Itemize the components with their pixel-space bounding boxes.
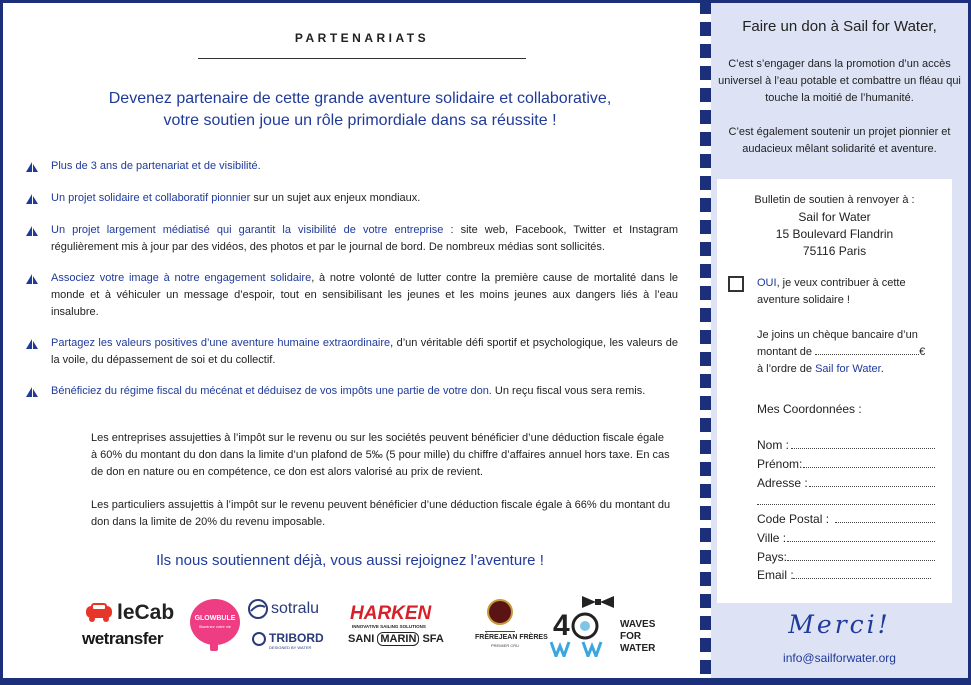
mailing-address	[717, 192, 952, 260]
w4w-text-2: FOR	[620, 631, 642, 642]
w4w-number: 4	[553, 609, 570, 642]
sanimarin-logo	[348, 633, 462, 645]
benefit-text: Un reçu fiscal vous sera remis.	[491, 385, 646, 397]
address-city: 75116 Paris	[802, 244, 867, 258]
donation-text-2: C’est également soutenir un projet pionnier et audacieux mêlant solidarité et aventure.	[728, 126, 951, 155]
lecab-icon	[84, 601, 114, 623]
address-intro: Bulletin de soutien à renvoyer à :	[754, 194, 915, 206]
sponsor-logos	[80, 593, 680, 663]
benefit-item	[22, 158, 678, 175]
harken-subtext: INNOVATIVE SAILING SOLUTIONS	[352, 624, 426, 629]
benefit-item	[22, 383, 678, 400]
benefit-item	[22, 222, 678, 256]
intro-line-1: Devenez partenaire de cette grande aventure solidaire et collaborative,	[108, 90, 612, 107]
frerejean-text: FRÈREJEAN FRÈRES	[475, 634, 548, 641]
adresse-line	[809, 486, 935, 487]
code-postal-field[interactable]	[757, 512, 937, 526]
adresse-field[interactable]	[757, 476, 937, 490]
frerejean-subtext: PREMIER CRU	[490, 643, 519, 648]
sanimarin-end: SFA	[422, 633, 444, 645]
prenom-line	[803, 467, 935, 468]
pays-label: Pays:	[757, 550, 788, 564]
benefit-text: sur un sujet aux enjeux mondiaux.	[250, 192, 421, 204]
tribord-subtext: DESIGNED BY WATER	[269, 645, 312, 650]
section-title: PARTENARIATS	[294, 31, 430, 45]
frerejean-seal	[487, 599, 513, 625]
harken-text: HARKEN	[350, 603, 432, 624]
benefit-highlight: Bénéficiez du régime fiscal du mécénat et déduisez de vos impôts une partie de votre don.	[51, 385, 492, 397]
wetransfer-logo: wetransfer	[82, 629, 163, 648]
code-postal-line	[835, 522, 935, 523]
sail-icon	[24, 273, 40, 285]
contribute-checkbox[interactable]	[728, 276, 744, 292]
bottom-border	[0, 678, 971, 685]
w4w-text-1: WAVES	[620, 619, 656, 630]
code-postal-label: Code Postal :	[757, 512, 830, 526]
ville-field[interactable]	[757, 531, 937, 545]
benefit-highlight: Un projet largement médiatisé qui garantit la visibilité de votre entreprise	[51, 224, 444, 236]
pays-line	[787, 560, 935, 561]
benefit-item	[22, 190, 678, 207]
cheque-post: .	[880, 363, 884, 375]
frerejean-script	[485, 628, 515, 632]
dashed-separator	[700, 0, 711, 685]
w4w-wave-icon	[570, 611, 600, 641]
sotralu-icon	[248, 599, 268, 619]
lecab-text: leCab	[117, 601, 175, 624]
sail-icon	[24, 193, 40, 205]
donation-form-card	[717, 179, 952, 603]
benefit-highlight: Partagez les valeurs positives d’une aventure humaine extraordinaire	[51, 337, 391, 349]
glowbule-plug-icon	[210, 643, 218, 651]
benefit-highlight: Un projet solidaire et collaboratif pionnier	[51, 192, 251, 204]
frerejean-logo	[475, 597, 555, 657]
nom-line	[791, 448, 935, 449]
glowbule-subtext: Illuminez votre vie	[198, 624, 231, 629]
donation-text-1: C’est s’engager dans la promotion d’un accès universel à l’eau potable et combattre un fléau qui touche la moitié de l’humanité.	[718, 58, 961, 104]
benefits-list	[22, 158, 678, 414]
tax-companies-text: Les entreprises assujetties à l’impôt sur le revenu ou sur les sociétés peuvent bénéficier d’une déduction fiscale égale à 60% du montant du don dans la limite d’un plafond de 5‰ (5 pour mille) du chiffre d’affaires annuel hors taxe. En cas de don en nature ou en compétence, ce don est alors valorisé au prix de revient.	[91, 432, 670, 478]
oui-highlight: OUI	[757, 277, 777, 289]
nom-label: Nom :	[757, 438, 790, 452]
cheque-text	[757, 327, 942, 378]
ville-line	[787, 541, 935, 542]
intro-text	[40, 88, 680, 132]
donation-panel	[711, 3, 968, 678]
email-label: Email :	[757, 568, 794, 582]
glowbule-text: GLOWBULE	[194, 615, 236, 622]
email-line	[793, 578, 931, 579]
benefit-text: : site web, Facebook, Twitter et Instagram régulièrement mis à jour par des vidéos, des photos et par le journal de bord. De nombreux médias sont sollicités.	[51, 224, 678, 253]
nom-field[interactable]	[757, 438, 937, 452]
tribord-icon	[252, 632, 266, 646]
benefit-highlight: Plus de 3 ans de partenariat et de visibilité.	[51, 160, 261, 172]
title-divider	[198, 58, 526, 59]
waves-for-water-logo	[550, 595, 670, 659]
supporters-heading: Ils nous soutiennent déjà, vous aussi rejoignez l’aventure !	[156, 552, 544, 569]
address-name: Sail for Water	[798, 210, 871, 224]
euro-sign: €	[919, 346, 926, 358]
benefit-item	[22, 335, 678, 369]
bowtie-icon	[580, 595, 616, 609]
merci-signature: Merci!	[788, 610, 891, 639]
donation-title: Faire un don à Sail for Water,	[742, 18, 937, 35]
benefit-text: , d’un véritable défi sportif et psychologique, les valeurs de la voile, du dépassement de soi et du collectif.	[51, 337, 678, 366]
tribord-text: TRIBORD	[269, 631, 324, 645]
tax-individuals-text: Les particuliers assujettis à l’impôt sur le revenu peuvent bénéficier d’une déduction fiscale égale à 66% du montant du don dans la limite de 20% du revenu imposable.	[91, 499, 671, 528]
address-street: 15 Boulevard Flandrin	[775, 227, 894, 241]
sail-icon	[24, 338, 40, 350]
sotralu-text: sotralu	[271, 600, 320, 617]
glowbule-bubble	[190, 599, 240, 645]
adresse-label: Adresse :	[757, 476, 808, 490]
pays-field[interactable]	[757, 550, 937, 564]
benefit-item	[22, 270, 678, 321]
contact-email[interactable]: info@sailforwater.org	[783, 651, 896, 665]
sanimarin-text: SANI	[348, 633, 375, 645]
adresse-line-2[interactable]	[757, 504, 935, 505]
sail-icon	[24, 386, 40, 398]
sail-icon	[24, 225, 40, 237]
coordinates-heading: Mes Coordonnées :	[757, 402, 862, 416]
prenom-label: Prénom:	[757, 457, 803, 471]
cheque-payee: Sail for Water	[815, 363, 881, 375]
benefit-text: , à notre volonté de lutter contre la première cause de mortalité dans le monde et à véhiculer un message d’espoir, tout en sensibilisant les jeunes et les moins jeunes aux dangers liés à l’eau insalubre.	[51, 272, 679, 318]
benefit-highlight: Associez votre image à notre engagement solidaire	[51, 272, 312, 284]
intro-line-2: votre soutien joue un rôle primordiale dans sa réussite !	[163, 112, 557, 129]
w4w-text-3: WATER	[620, 643, 656, 654]
ville-label: Ville :	[757, 531, 787, 545]
oui-text: , je veux contribuer à cette aventure solidaire !	[757, 277, 906, 306]
sail-icon	[24, 161, 40, 173]
contribute-label	[757, 275, 942, 309]
prenom-field[interactable]	[757, 457, 937, 471]
cheque-line-1: Je joins un chèque bancaire d’un montant de	[757, 329, 918, 358]
w4w-ww-icon	[550, 641, 610, 657]
glowbule-logo	[190, 599, 240, 651]
amount-field[interactable]	[815, 345, 919, 355]
cheque-pre: à l’ordre de	[757, 363, 816, 375]
sanimarin-mid: MARIN	[377, 632, 419, 646]
email-field[interactable]	[757, 568, 937, 582]
